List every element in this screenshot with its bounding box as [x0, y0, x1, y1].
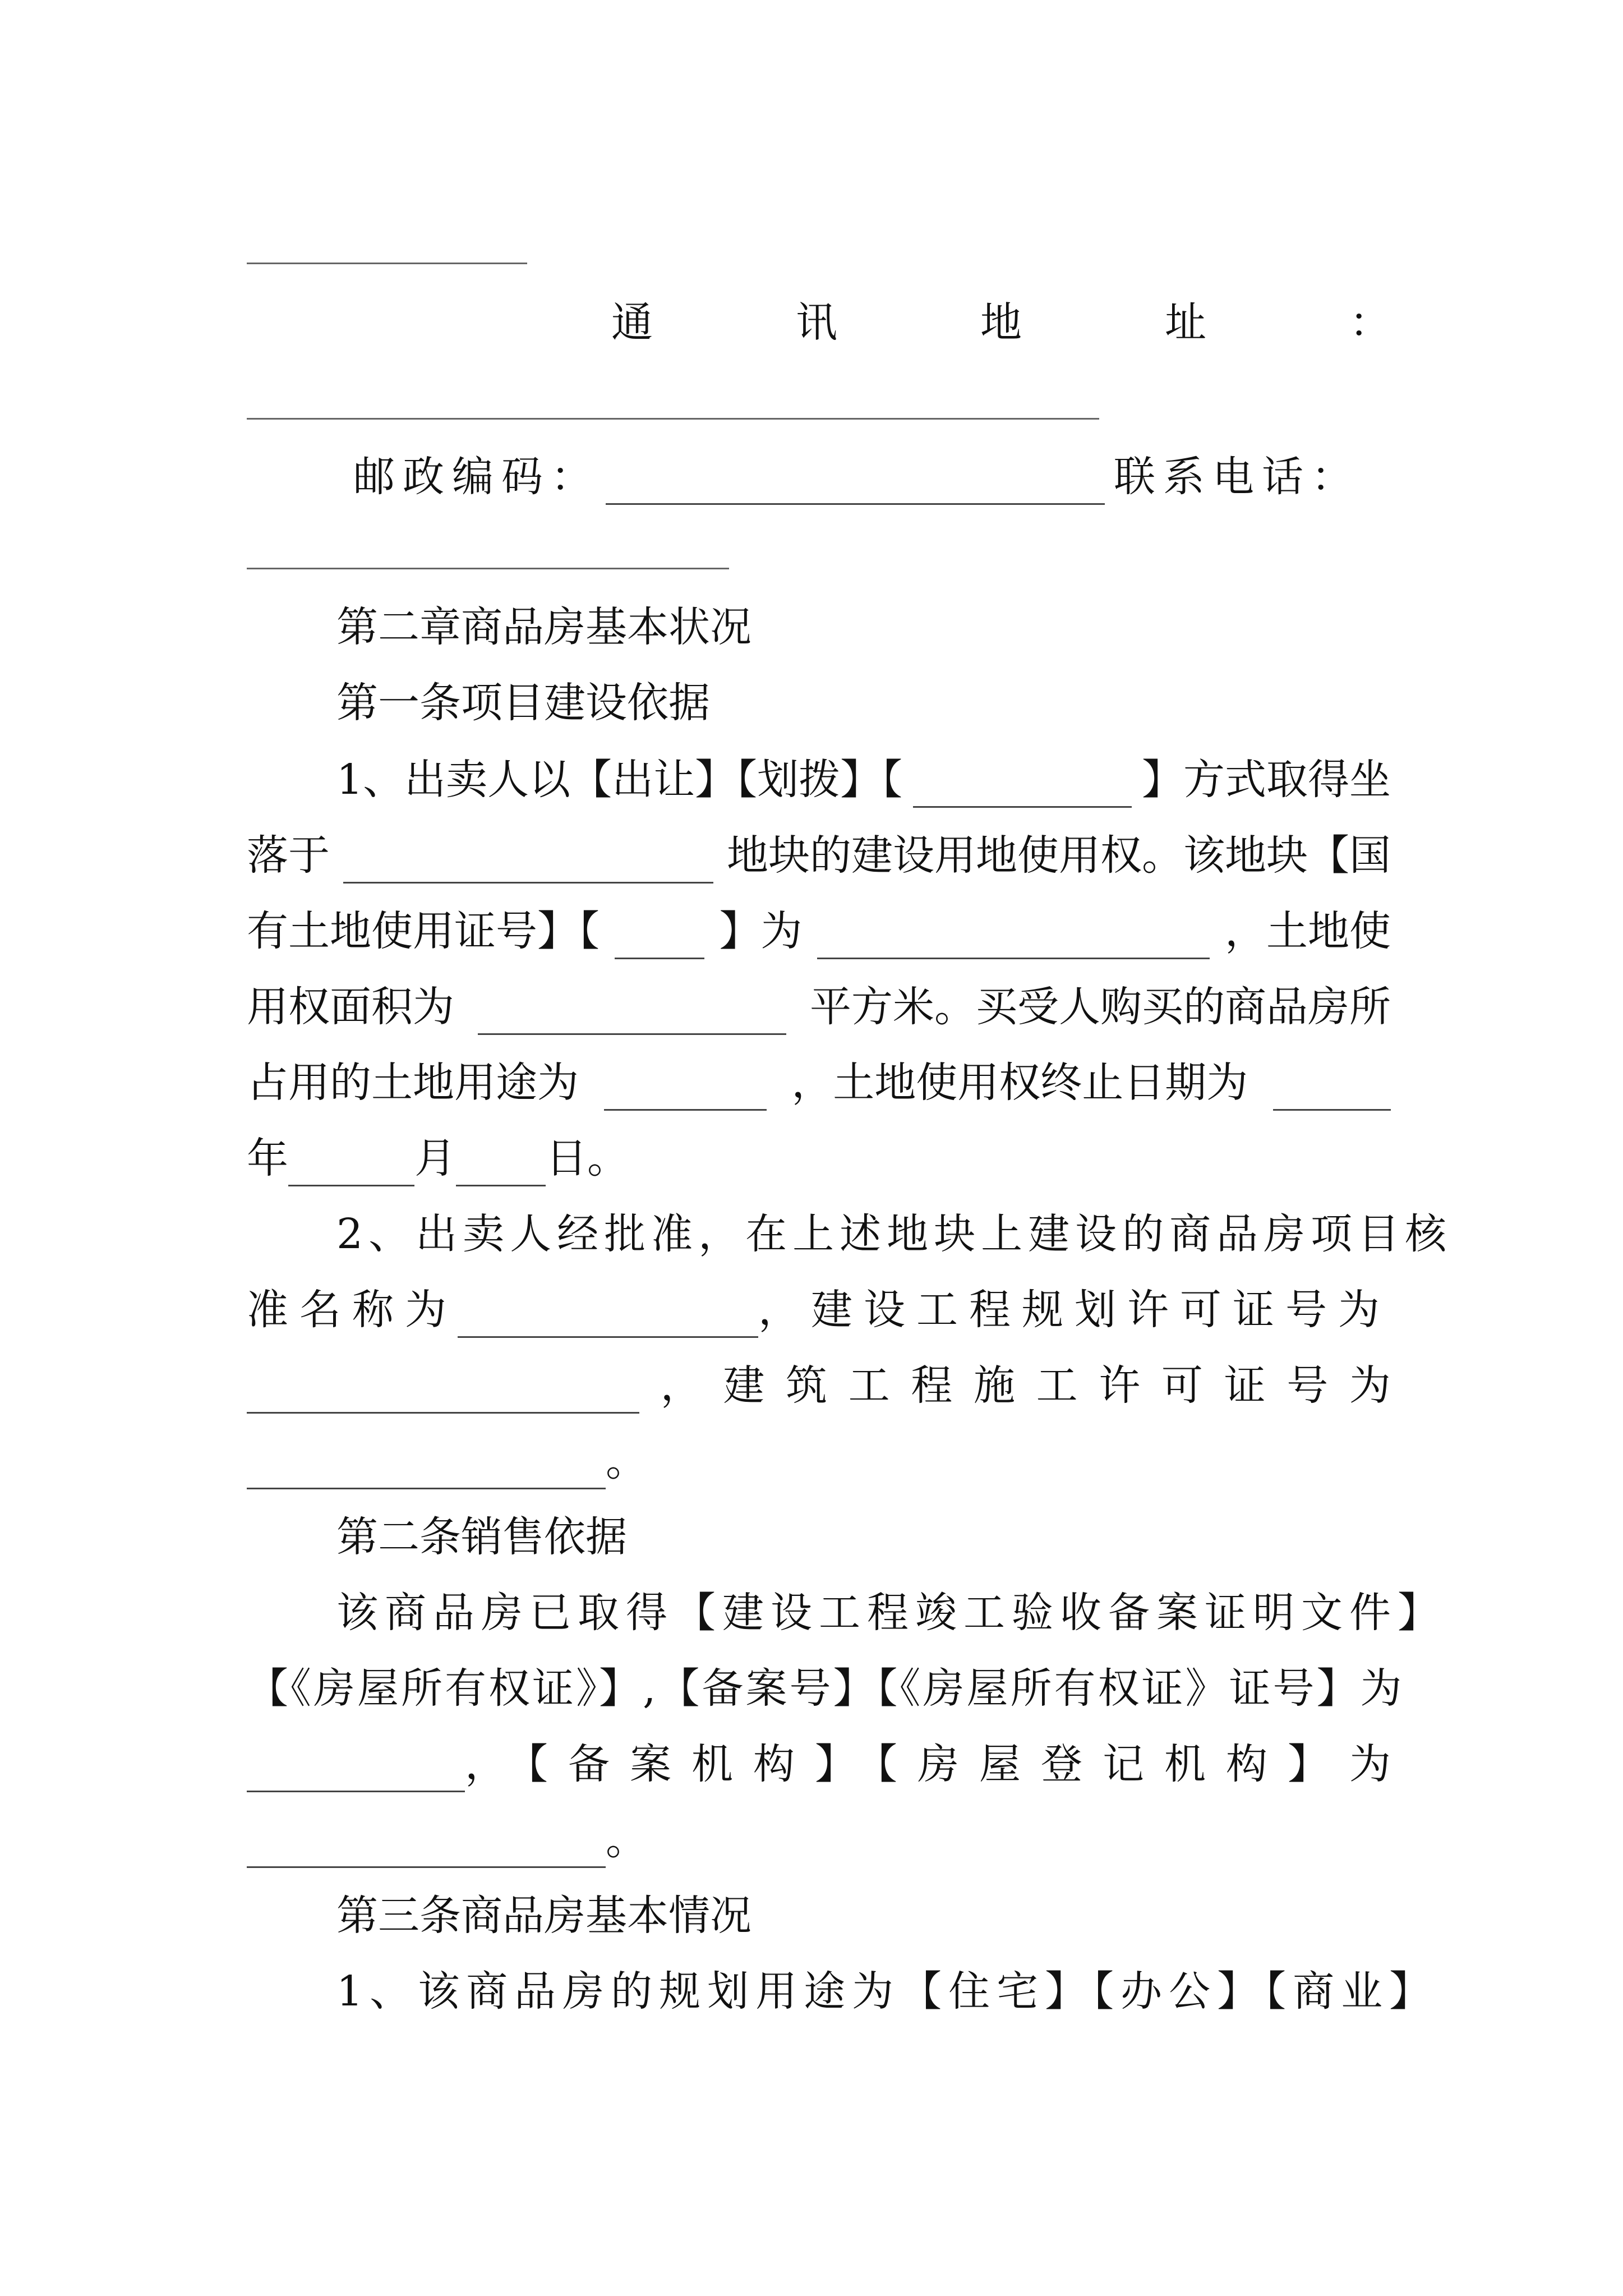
address-char: 通	[611, 298, 653, 347]
method-blank	[913, 763, 1132, 808]
char: 工	[848, 1361, 890, 1410]
article1-p1-line3	[247, 903, 1391, 959]
text: 】方式取得坐	[1142, 756, 1391, 804]
text: 。	[606, 1816, 647, 1864]
text: ，建设工程规划许可证号为	[758, 1286, 1391, 1334]
phone-label: 联系电话：	[1114, 453, 1361, 501]
postcode-phone-row	[353, 449, 1361, 505]
text: 用权面积为	[247, 983, 454, 1031]
top-underline	[247, 263, 527, 264]
postcode-label: 邮政编码：	[353, 453, 600, 501]
article1-p1-line6	[247, 1130, 629, 1186]
article1-p1-line4	[247, 979, 1391, 1035]
article3-title: 第三条商品房基本情况	[336, 1892, 751, 1940]
address-blank	[247, 418, 1099, 420]
text: 日。	[546, 1134, 629, 1182]
text: 该商品房已取得【建设工程竣工验收备案证明文件】	[336, 1589, 1446, 1637]
address-char: 讯	[796, 298, 837, 347]
filing-number-blank	[247, 1748, 465, 1792]
address-char: ：	[1349, 298, 1391, 347]
article1-p1-line5	[247, 1055, 1391, 1111]
month-number-blank	[288, 1142, 414, 1186]
article1-p2-line3	[247, 1358, 1391, 1414]
planning-permit-blank	[247, 1369, 639, 1414]
article2-line2	[247, 1660, 1404, 1717]
chapter-title: 第二章商品房基本状况	[336, 603, 751, 651]
text: ，土地使	[1225, 907, 1391, 955]
text: 。	[606, 1437, 647, 1485]
text: 有土地使用证号】【	[247, 907, 600, 955]
char: 施	[973, 1361, 1015, 1410]
text: 落于	[247, 831, 330, 880]
char: 筑	[785, 1361, 827, 1410]
location-blank	[343, 839, 713, 884]
text: 】为	[719, 907, 803, 955]
article1-p2-line1	[247, 1206, 1453, 1262]
char: 可	[1161, 1361, 1203, 1410]
text: 月	[414, 1134, 456, 1182]
char: 证	[1224, 1361, 1266, 1410]
article2-line3	[247, 1736, 1391, 1792]
article3-line1	[247, 1963, 1438, 2019]
text: ，	[465, 1740, 506, 1788]
text: 1、该商品房的规划用途为【住宅】【办公】【商业】	[336, 1967, 1438, 2016]
text: 【备案机构】【房屋登记机构】	[506, 1740, 1349, 1788]
char: 为	[1349, 1361, 1391, 1410]
char: ，	[660, 1361, 702, 1410]
text: 平方米。买受人购买的商品房所	[810, 983, 1391, 1031]
text: 地块的建设用地使用权。该地块【国	[727, 831, 1391, 880]
address-char: 址	[1165, 298, 1206, 347]
text: 为	[1349, 1740, 1391, 1788]
article1-p2-line4	[247, 1433, 647, 1489]
text: 占用的土地用途为	[247, 1059, 579, 1107]
postcode-blank	[606, 461, 1105, 505]
article1-title: 第一条项目建设依据	[336, 679, 710, 727]
day-number-blank	[456, 1142, 546, 1186]
char: 程	[911, 1361, 953, 1410]
end-year-blank	[1273, 1066, 1391, 1111]
cert-type-blank	[615, 915, 704, 959]
text: 2、出卖人经批准，在上述地块上建设的商品房项目核	[336, 1210, 1453, 1258]
phone-blank	[247, 568, 729, 569]
article1-p1-line2	[247, 827, 1391, 884]
construction-permit-blank	[247, 1445, 606, 1489]
text: 【《房屋所有权证》】,【备案号】【《房屋所有权证》证号】为	[247, 1664, 1404, 1713]
land-use-blank	[604, 1066, 767, 1111]
article2-line4	[247, 1812, 647, 1868]
address-char: 地	[980, 298, 1022, 347]
char: 号	[1287, 1361, 1329, 1410]
article2-title: 第二条销售依据	[336, 1513, 627, 1561]
text: 准名称为	[247, 1286, 458, 1334]
text: 1、出卖人以【出让】【划拨】【	[336, 756, 903, 804]
text: ，土地使用权终止日期为	[791, 1059, 1248, 1107]
cert-number-blank	[817, 915, 1210, 959]
char: 建	[723, 1361, 765, 1410]
address-row	[611, 295, 1391, 351]
text: 年	[247, 1134, 288, 1182]
char: 工	[1036, 1361, 1078, 1410]
area-blank	[478, 991, 786, 1035]
article1-p1-line1	[247, 752, 1391, 808]
article2-line1	[247, 1585, 1446, 1641]
registration-authority-blank	[247, 1824, 606, 1868]
project-name-blank	[458, 1294, 758, 1338]
article1-p2-line2	[247, 1282, 1391, 1338]
char: 许	[1099, 1361, 1141, 1410]
